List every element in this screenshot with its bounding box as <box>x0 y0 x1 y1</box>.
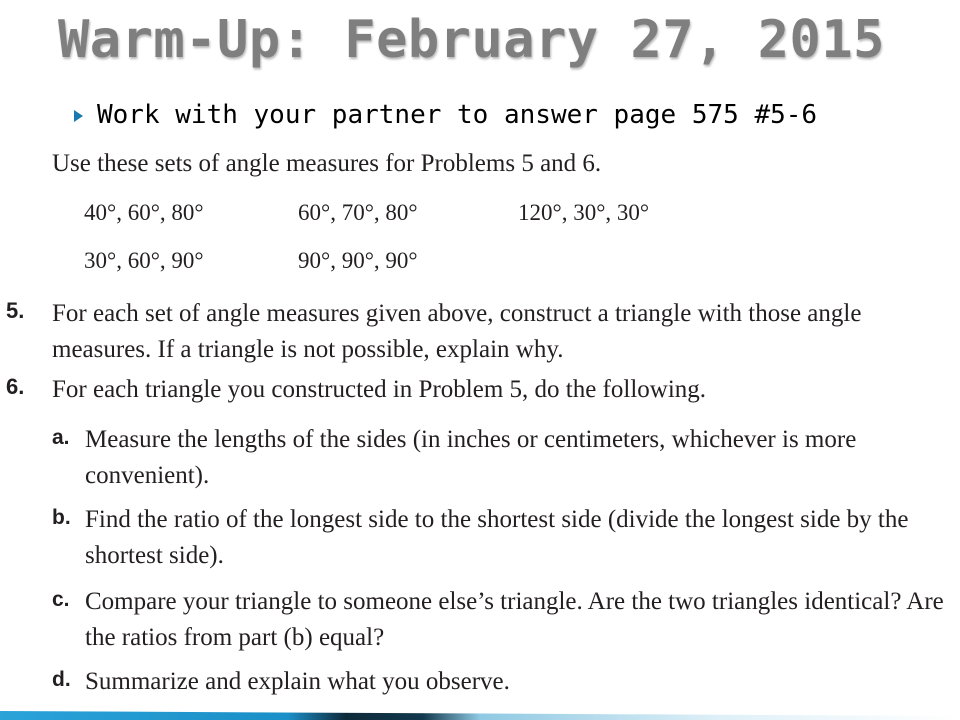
part-text: Summarize and explain what you observe. <box>85 668 510 695</box>
part-text: Measure the lengths of the sides (in inches or centimeters, whichever is more convenient). <box>85 426 857 489</box>
bullet-arrow-icon <box>74 110 83 122</box>
problem-text: For each triangle you constructed in Problem 5, do the following. <box>52 376 707 403</box>
angle-row <box>84 248 784 296</box>
part-letter: b. <box>52 506 71 529</box>
angle-row <box>84 200 784 248</box>
angle-set: 90°, 90°, 90° <box>298 248 418 273</box>
part-text: Compare your triangle to someone else’s triangle. Are the two triangles identical? Are the ratios from part (b) equal? <box>85 588 944 651</box>
slide-title: Warm-Up: February 27, 2015 <box>58 10 885 70</box>
angle-set: 30°, 60°, 90° <box>84 248 204 273</box>
part-letter: a. <box>52 426 70 449</box>
angle-set: 60°, 70°, 80° <box>298 200 418 225</box>
problem-number: 6. <box>6 374 25 399</box>
part-letter: d. <box>52 668 71 691</box>
problem-text: For each set of angle measures given above, construct a triangle with those angle measures. If a triangle is not possible, explain why. <box>52 300 862 363</box>
problem-number: 5. <box>6 298 25 323</box>
part-text: Find the ratio of the longest side to the shortest side (divide the longest side by the shortest side). <box>85 506 909 569</box>
angle-set: 40°, 60°, 80° <box>84 200 204 225</box>
angle-set: 120°, 30°, 30° <box>518 200 650 225</box>
bullet-text: Work with your partner to answer page 575 #5-6 <box>97 100 818 130</box>
part-letter: c. <box>52 588 70 611</box>
bullet-item <box>74 100 817 130</box>
angle-sets <box>84 200 784 296</box>
footer-decoration <box>0 708 960 720</box>
intro-text: Use these sets of angle measures for Problems 5 and 6. <box>52 150 602 177</box>
